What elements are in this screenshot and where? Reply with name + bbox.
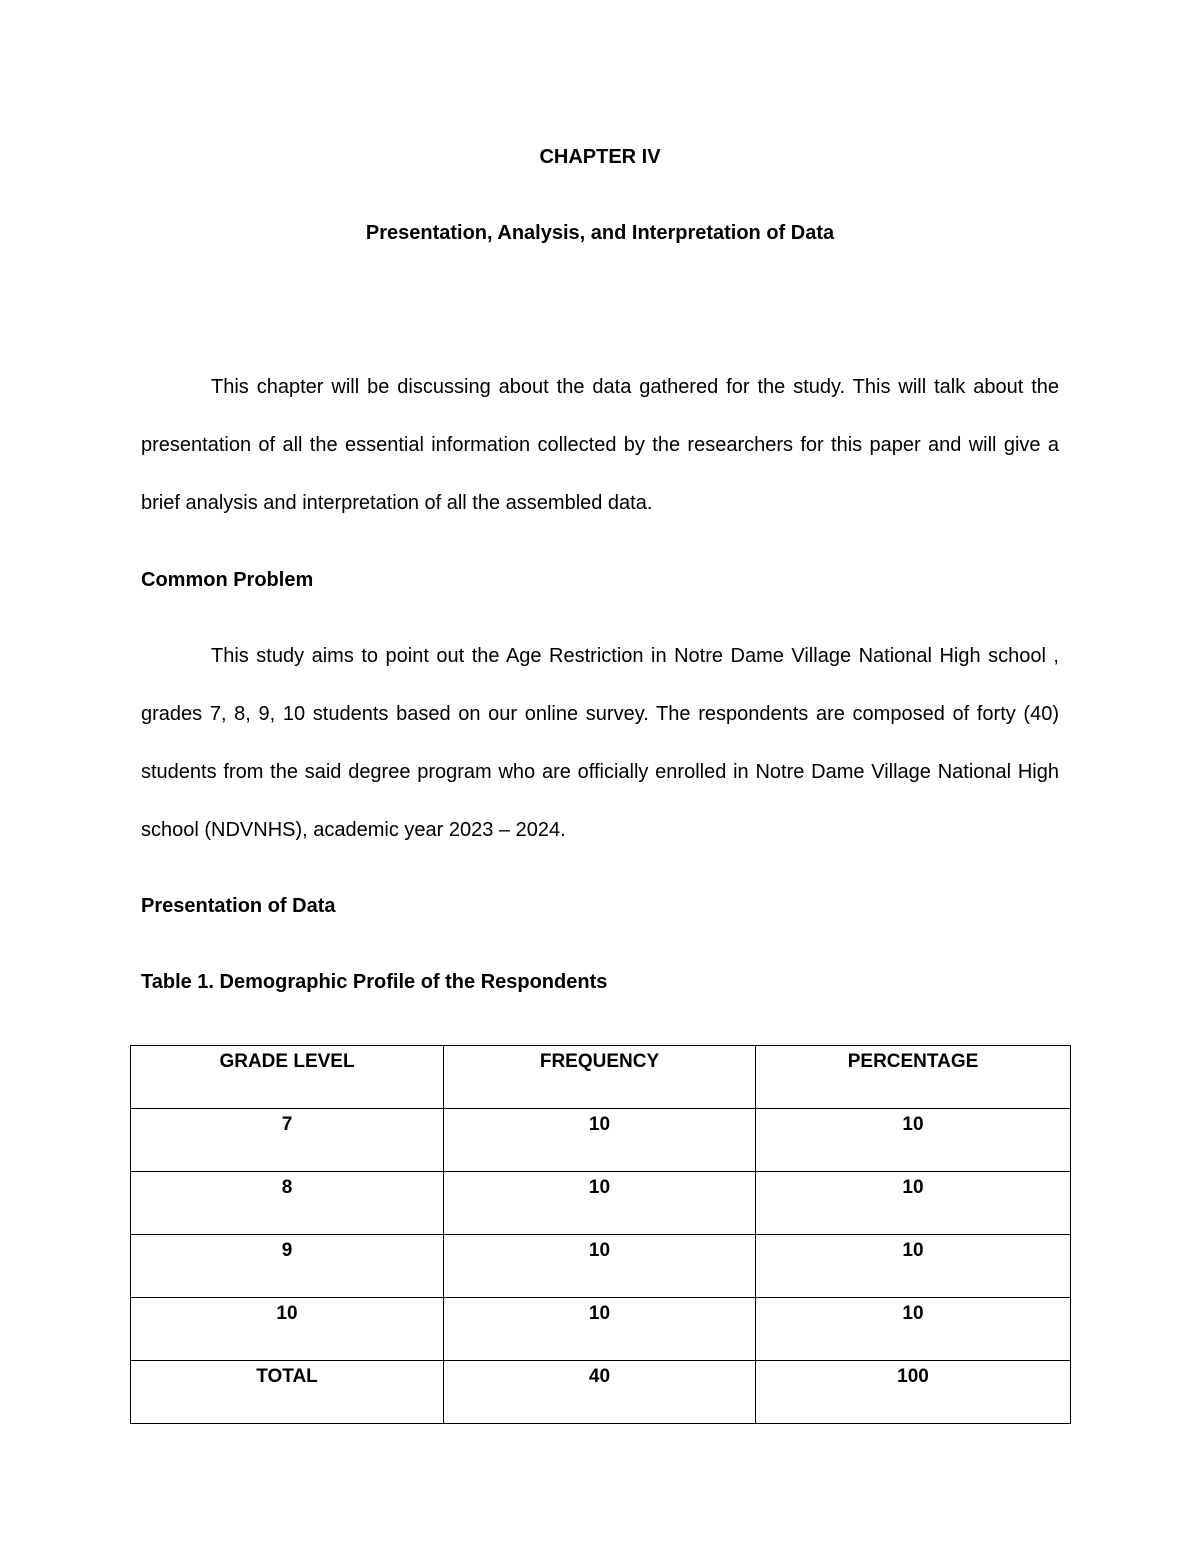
intro-paragraph bbox=[141, 358, 1059, 532]
cell-grade-level: 7 bbox=[131, 1109, 444, 1172]
table-row bbox=[131, 1172, 1071, 1235]
cell-percentage: 10 bbox=[756, 1235, 1071, 1298]
common-problem-heading: Common Problem bbox=[141, 569, 314, 591]
cell-total-label: TOTAL bbox=[131, 1361, 444, 1424]
table-row bbox=[131, 1235, 1071, 1298]
common-problem-paragraph bbox=[141, 627, 1059, 859]
table-caption: Table 1. Demographic Profile of the Respondents bbox=[141, 971, 608, 993]
cell-frequency: 10 bbox=[444, 1109, 756, 1172]
table-total-row bbox=[131, 1361, 1071, 1424]
chapter-title: CHAPTER IV bbox=[539, 146, 661, 168]
table-header-row bbox=[131, 1046, 1071, 1109]
table-row bbox=[131, 1109, 1071, 1172]
cell-grade-level: 10 bbox=[131, 1298, 444, 1361]
header-percentage: PERCENTAGE bbox=[756, 1046, 1071, 1109]
cell-grade-level: 8 bbox=[131, 1172, 444, 1235]
demographic-profile-table bbox=[130, 1045, 1071, 1424]
cell-frequency: 10 bbox=[444, 1235, 756, 1298]
header-frequency: FREQUENCY bbox=[444, 1046, 756, 1109]
cell-total-percentage: 100 bbox=[756, 1361, 1071, 1424]
common-problem-paragraph-text: This study aims to point out the Age Restriction in Notre Dame Village National High school , grades 7, 8, 9, 10 students based on our online survey. The respondents are composed of forty (40) students from the said degree program who are officially enrolled in Notre Dame Village National High school (NDVNHS), academic year 2023 – 2024. bbox=[141, 645, 1059, 841]
table-row bbox=[131, 1298, 1071, 1361]
cell-grade-level: 9 bbox=[131, 1235, 444, 1298]
cell-percentage: 10 bbox=[756, 1172, 1071, 1235]
header-grade-level: GRADE LEVEL bbox=[131, 1046, 444, 1109]
cell-percentage: 10 bbox=[756, 1109, 1071, 1172]
chapter-subtitle: Presentation, Analysis, and Interpretation of Data bbox=[365, 222, 835, 244]
cell-total-frequency: 40 bbox=[444, 1361, 756, 1424]
cell-frequency: 10 bbox=[444, 1172, 756, 1235]
cell-percentage: 10 bbox=[756, 1298, 1071, 1361]
cell-frequency: 10 bbox=[444, 1298, 756, 1361]
intro-paragraph-text: This chapter will be discussing about the data gathered for the study. This will talk about the presentation of all the essential information collected by the researchers for this paper and will give a brief analysis and interpretation of all the assembled data. bbox=[141, 376, 1059, 514]
presentation-of-data-heading: Presentation of Data bbox=[141, 895, 336, 917]
